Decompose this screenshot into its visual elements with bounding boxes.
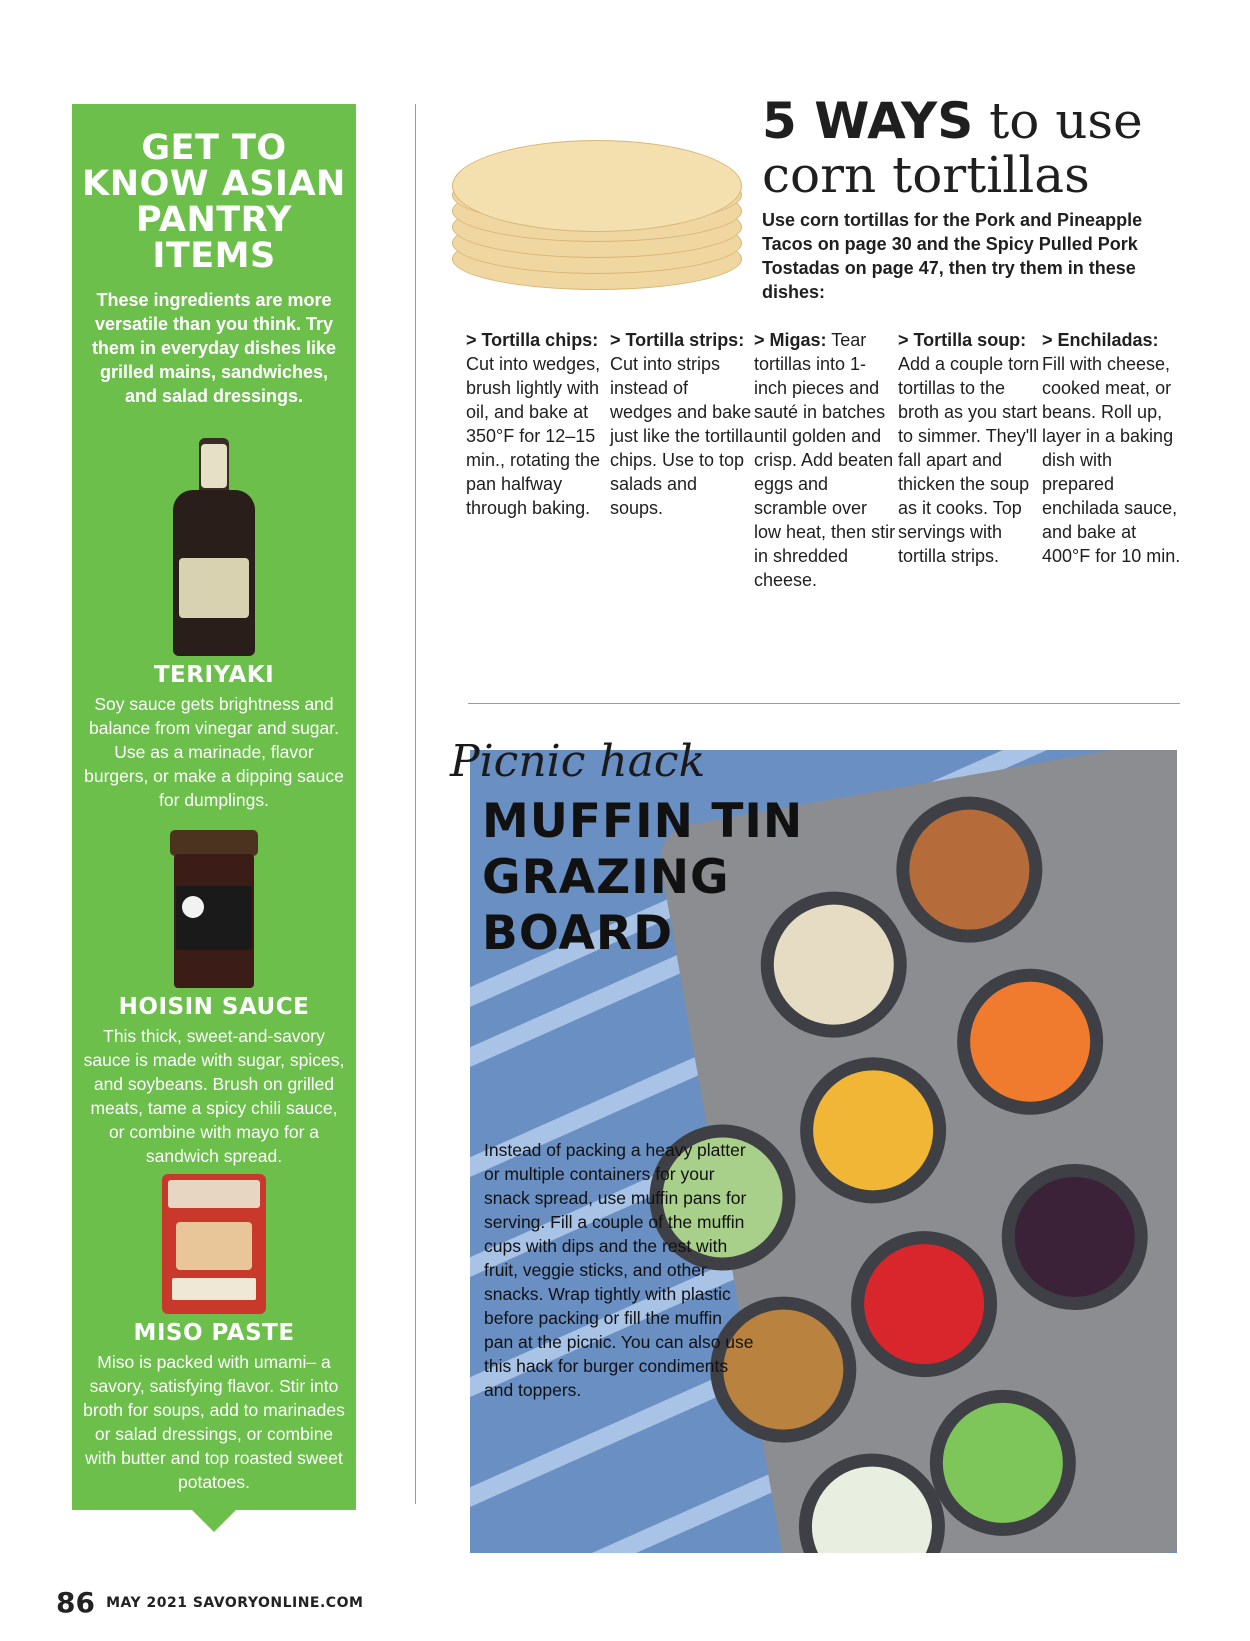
way-head: > Tortilla strips:	[610, 330, 745, 350]
way-body: Cut into wedges, brush lightly with oil, and bake at 350°F for 12–15 min., rotating the pan halfway through baking.	[466, 354, 601, 518]
picnic-title	[482, 794, 803, 962]
sidebar-intro: These ingredients are more versatile than you think. Try them in everyday dishes like grilled mains, sandwiches, and salad dressings.	[91, 290, 337, 406]
way-migas	[754, 328, 898, 592]
teriyaki-description: Soy sauce gets brightness and balance from vinegar and sugar. Use as a marinade, flavor burgers, or make a dipping sauce for dumplings.	[84, 694, 344, 810]
miso-description: Miso is packed with umami– a savory, satisfying flavor. Stir into broth for soups, add to marinades or salad dressings, or combine with butter and top roasted sweet potatoes.	[83, 1352, 345, 1492]
page-footer	[56, 1586, 363, 1619]
title-line: MUFFIN TIN	[482, 794, 804, 849]
way-enchiladas	[1042, 328, 1182, 568]
title-rest: to use	[989, 92, 1143, 150]
way-head: > Enchiladas:	[1042, 330, 1159, 350]
tortilla-stack-image	[452, 100, 744, 300]
way-tortilla-soup	[898, 328, 1042, 568]
title-line: GRAZING	[482, 850, 730, 905]
teriyaki-bottle-image	[171, 438, 257, 656]
teriyaki-heading: TERIYAKI	[153, 662, 275, 688]
way-body: Fill with cheese, cooked meat, or beans. Roll up, layer in a baking dish with prepared enchilada sauce, and bake at 400°F for 10 min.	[1042, 354, 1181, 566]
way-tortilla-strips	[610, 328, 754, 520]
column-divider	[415, 104, 416, 1504]
hoisin-heading: HOISIN SAUCE	[118, 994, 310, 1020]
corn-intro: Use corn tortillas for the Pork and Pineapple Tacos on page 30 and the Spicy Pulled Pork Tostadas on page 47, then try them in these dishes:	[762, 210, 1143, 302]
way-tortilla-chips	[466, 328, 610, 520]
issue-and-site: MAY 2021 SAVORYONLINE.COM	[106, 1594, 364, 1611]
picnic-body-text: Instead of packing a heavy platter or multiple containers for your snack spread, use muffin pans for serving. Fill a couple of the muffin cups with dips and the rest with fruit, veggie sticks, and other snacks. Wrap tightly with plastic before packing or fill the muffin pan at the picnic. You can also use this hack for burger condiments and toppers.	[484, 1140, 754, 1400]
title-line: BOARD	[482, 906, 674, 961]
sidebar-title: GET TO KNOW ASIAN PANTRY ITEMS	[82, 128, 346, 276]
way-head: > Migas:	[754, 330, 827, 350]
section-divider	[468, 703, 1180, 704]
miso-pouch-image	[162, 1174, 266, 1314]
way-body: Cut into strips instead of wedges and bake just like the tortilla chips. Use to top salads and soups.	[610, 354, 754, 518]
miso-heading: MISO PASTE	[133, 1320, 295, 1346]
asian-pantry-sidebar	[72, 104, 356, 1510]
hoisin-jar-image	[170, 830, 258, 988]
title-bold: 5 WAYS	[762, 92, 974, 150]
corn-tortillas-title	[762, 94, 1202, 202]
way-body: Tear tortillas into 1-inch pieces and sauté in batches until golden and crisp. Add beaten eggs and scramble over low heat, then stir in shredded cheese.	[754, 330, 896, 590]
page-number: 86	[56, 1586, 95, 1619]
way-body: Add a couple torn tortillas to the broth as you start to simmer. They'll fall apart and thicken the soup as it cooks. Top servings with tortilla strips.	[898, 354, 1040, 566]
way-head: > Tortilla soup:	[898, 330, 1027, 350]
picnic-hack-kicker: Picnic hack	[450, 736, 706, 787]
way-head: > Tortilla chips:	[466, 330, 599, 350]
hoisin-description: This thick, sweet-and-savory sauce is made with sugar, spices, and soybeans. Brush on grilled meats, tame a spicy chili sauce, or combine with mayo for a sandwich spread.	[83, 1026, 345, 1166]
title-line2: corn tortillas	[762, 146, 1090, 204]
